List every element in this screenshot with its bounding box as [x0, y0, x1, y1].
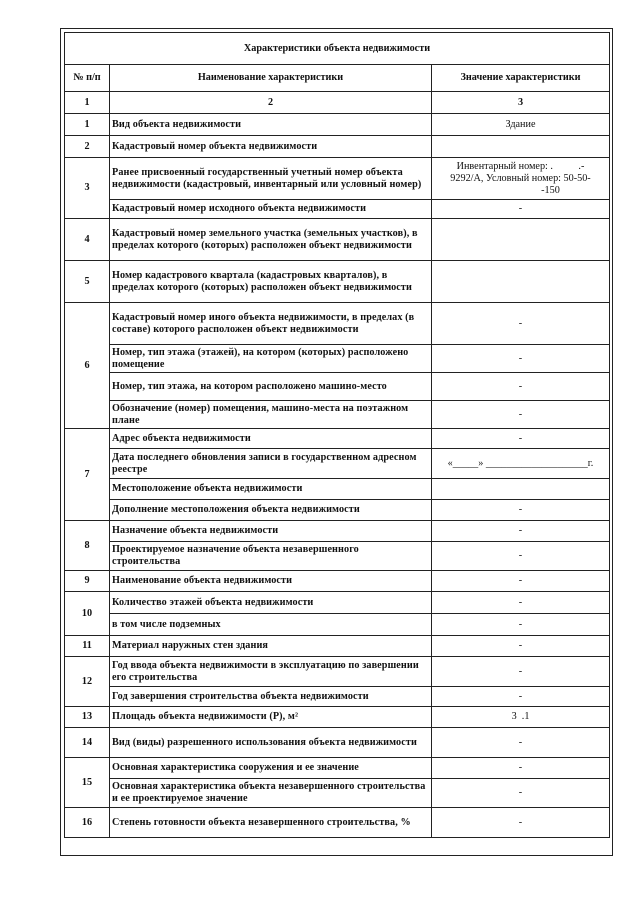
index-3: 3: [432, 92, 610, 114]
table-title: Характеристики объекта недвижимости: [65, 33, 610, 65]
value-line: 9292/А, Условный номер: 50-50-: [450, 172, 591, 184]
characteristic-value: «_____» ____________________г.: [432, 449, 610, 479]
index-row: [65, 92, 610, 114]
table-row: [65, 636, 610, 657]
characteristic-name: Номер, тип этажа, на котором расположено машино-место: [110, 373, 432, 401]
characteristic-value: -: [432, 571, 610, 592]
characteristic-value: -: [432, 758, 610, 779]
characteristic-value: -: [432, 500, 610, 521]
characteristic-name: Основная характеристика сооружения и ее значение: [110, 758, 432, 779]
characteristic-value: [432, 261, 610, 303]
characteristic-value: Здание: [432, 114, 610, 136]
characteristics-table: [64, 32, 610, 838]
table-row: [65, 614, 610, 636]
row-number: 2: [65, 136, 110, 158]
header-num: № п/п: [65, 65, 110, 92]
document-sheet: [60, 28, 613, 856]
table-row: [65, 429, 610, 449]
characteristic-name: Ранее присвоенный государственный учетный номер объекта недвижимости (кадастровый, инвентарный или условный номер): [110, 158, 432, 200]
index-1: 1: [65, 92, 110, 114]
table-row: [65, 219, 610, 261]
row-number: 4: [65, 219, 110, 261]
row-number: 14: [65, 728, 110, 758]
characteristic-name: Год ввода объекта недвижимости в эксплуатацию по завершении его строительства: [110, 657, 432, 687]
characteristic-name: Основная характеристика объекта незавершенного строительства и ее проектируемое значение: [110, 779, 432, 808]
row-number: 15: [65, 758, 110, 808]
characteristic-value: -: [432, 401, 610, 429]
table-row: [65, 449, 610, 479]
table-row: [65, 707, 610, 728]
table-row: [65, 779, 610, 808]
table-row: [65, 808, 610, 838]
header-name: Наименование характеристики: [110, 65, 432, 92]
characteristic-name: Номер, тип этажа (этажей), на котором (которых) расположено помещение: [110, 345, 432, 373]
table-row: [65, 657, 610, 687]
characteristic-value: [432, 136, 610, 158]
characteristic-value: -: [432, 636, 610, 657]
characteristic-value: [432, 219, 610, 261]
characteristic-name: Наименование объекта недвижимости: [110, 571, 432, 592]
characteristic-value: 3 .1: [432, 707, 610, 728]
row-number: 9: [65, 571, 110, 592]
table-row: [65, 158, 610, 200]
row-number: 13: [65, 707, 110, 728]
table-row: [65, 200, 610, 219]
index-2: 2: [110, 92, 432, 114]
characteristic-value: -: [432, 614, 610, 636]
table-row: [65, 261, 610, 303]
value-line: -150: [541, 184, 560, 196]
characteristic-name: Вид объекта недвижимости: [110, 114, 432, 136]
row-number: 12: [65, 657, 110, 707]
characteristic-value: -: [432, 592, 610, 614]
characteristic-value: -: [432, 303, 610, 345]
table-row: [65, 687, 610, 707]
characteristic-name: Обозначение (номер) помещения, машино-места на поэтажном плане: [110, 401, 432, 429]
characteristic-name: Кадастровый номер объекта недвижимости: [110, 136, 432, 158]
characteristic-value: -: [432, 808, 610, 838]
characteristic-value: -: [432, 728, 610, 758]
characteristic-name: Количество этажей объекта недвижимости: [110, 592, 432, 614]
title-row: [65, 33, 610, 65]
row-number: 1: [65, 114, 110, 136]
characteristic-name: Дата последнего обновления записи в государственном адресном реестре: [110, 449, 432, 479]
row-number: 7: [65, 429, 110, 521]
table-row: [65, 401, 610, 429]
table-row: [65, 521, 610, 542]
characteristic-name: Материал наружных стен здания: [110, 636, 432, 657]
characteristic-value: [432, 479, 610, 500]
row-number: 3: [65, 158, 110, 219]
table-row: [65, 758, 610, 779]
table-row: [65, 373, 610, 401]
characteristic-name: Площадь объекта недвижимости (Р), м²: [110, 707, 432, 728]
characteristic-name: Кадастровый номер исходного объекта недвижимости: [110, 200, 432, 219]
characteristic-name: Степень готовности объекта незавершенного строительства, %: [110, 808, 432, 838]
table-row: [65, 303, 610, 345]
table-row: [65, 345, 610, 373]
table-row: [65, 500, 610, 521]
header-value: Значение характеристики: [432, 65, 610, 92]
characteristic-value: -: [432, 657, 610, 687]
table-row: [65, 571, 610, 592]
characteristic-name: Кадастровый номер земельного участка (земельных участков), в пределах которого (которых) расположен объект недвижимости: [110, 219, 432, 261]
value-line: Инвентарный номер: . .-: [456, 160, 585, 172]
header-row: [65, 65, 610, 92]
table-row: [65, 479, 610, 500]
row-number: 5: [65, 261, 110, 303]
characteristic-name: Год завершения строительства объекта недвижимости: [110, 687, 432, 707]
characteristic-name: Назначение объекта недвижимости: [110, 521, 432, 542]
characteristic-value: [432, 158, 610, 200]
characteristic-name: в том числе подземных: [110, 614, 432, 636]
characteristic-value: -: [432, 429, 610, 449]
characteristic-value: -: [432, 200, 610, 219]
characteristic-value: -: [432, 521, 610, 542]
row-number: 11: [65, 636, 110, 657]
characteristic-name: Адрес объекта недвижимости: [110, 429, 432, 449]
characteristic-value: -: [432, 542, 610, 571]
characteristic-value: -: [432, 779, 610, 808]
characteristic-name: Кадастровый номер иного объекта недвижимости, в пределах (в составе) которого расположен объект недвижимости: [110, 303, 432, 345]
row-number: 8: [65, 521, 110, 571]
row-number: 16: [65, 808, 110, 838]
row-number: 10: [65, 592, 110, 636]
table-row: [65, 728, 610, 758]
characteristic-value: -: [432, 373, 610, 401]
characteristic-name: Проектируемое назначение объекта незавершенного строительства: [110, 542, 432, 571]
row-number: 6: [65, 303, 110, 429]
table-row: [65, 136, 610, 158]
table-row: [65, 114, 610, 136]
characteristic-name: Номер кадастрового квартала (кадастровых кварталов), в пределах которого (которых) расположен объект недвижимости: [110, 261, 432, 303]
characteristic-name: Вид (виды) разрешенного использования объекта недвижимости: [110, 728, 432, 758]
characteristic-value: -: [432, 345, 610, 373]
characteristic-name: Дополнение местоположения объекта недвижимости: [110, 500, 432, 521]
characteristic-value: -: [432, 687, 610, 707]
table-row: [65, 592, 610, 614]
table-row: [65, 542, 610, 571]
characteristic-name: Местоположение объекта недвижимости: [110, 479, 432, 500]
